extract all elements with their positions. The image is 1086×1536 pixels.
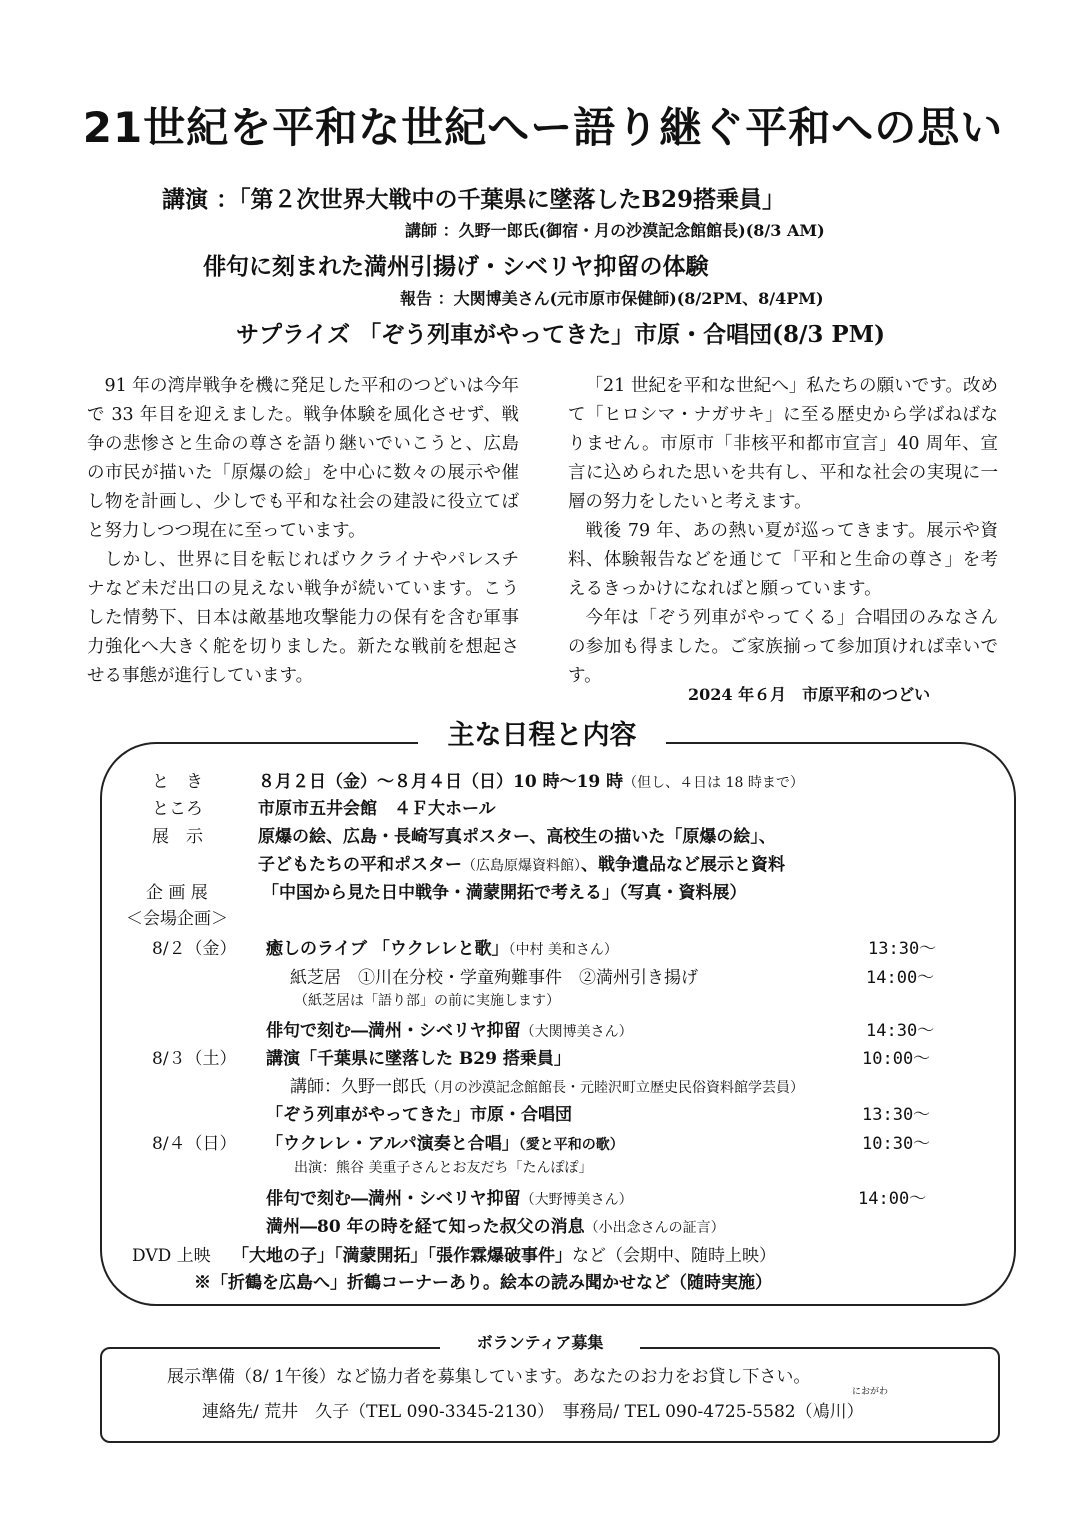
event-note: （愛と平和の歌） — [518, 1137, 624, 1153]
schedule-title: 主な日程と内容 — [418, 716, 666, 756]
volunteer-title: ボランティア募集 — [440, 1330, 640, 1356]
name-ruby: におがわ — [852, 1387, 889, 1397]
contact-line: 連絡先/ 荒井 久子（TEL 090-3345-2130） 事務局/ TEL 090-4725-5582（鳰川） — [202, 1402, 864, 1422]
event-note: （大野博美さん） — [520, 1192, 633, 1208]
event-note: （小出念さんの証言） — [584, 1220, 725, 1236]
report-heading: 俳句に刻まれた満州引揚げ・シベリヤ抑留の体験 — [203, 253, 709, 280]
event-time: 14:30～ — [866, 1021, 935, 1041]
special-label: 企 画 展 — [146, 883, 208, 903]
event — [266, 1184, 633, 1209]
lecturer-title: （月の沙漠記念館館長・元睦沢町立歴史民俗資料館学芸員） — [426, 1080, 804, 1096]
event — [266, 934, 618, 959]
event — [266, 1212, 725, 1237]
lecture-speaker: 講師 ：久野一郎氏(御宿・月の沙漠記念館館長)(8/3 AM) — [405, 221, 825, 240]
event-time: 13:30～ — [862, 1105, 931, 1125]
event-title: 講演「千葉県に墜落した B29 搭乗員」 — [266, 1049, 571, 1069]
event-title: 満州―80 年の時を経て知った叔父の消息 — [266, 1217, 585, 1237]
event-time: 10:00～ — [862, 1049, 931, 1069]
exhibit-items: 、戦争遺品など展示と資料 — [581, 855, 785, 875]
when-dates: ８月２日（金）～８月４日（日）10 時～19 時 — [258, 772, 624, 792]
volunteer-text: 展示準備（8/ 1午後）など協力者を募集しています。あなたのお力をお貸し下さい。 — [167, 1367, 811, 1387]
venue-label: ＜会場企画＞ — [126, 909, 228, 929]
event-title: 癒しのライブ 「ウクレレと歌」 — [266, 939, 509, 959]
event-time: 14:00～ — [866, 968, 935, 988]
when-value — [258, 767, 804, 792]
event-title: 紙芝居 ①川在分校・学童殉難事件 ②満州引き揚げ — [290, 968, 698, 988]
event-title: 俳句で刻む―満州・シベリヤ抑留 — [266, 1189, 521, 1209]
dvd-note: など（会期中、随時上映） — [572, 1246, 776, 1266]
surprise-heading: サプライズ 「ぞう列車がやってきた」市原・合唱団(8/3 PM) — [236, 321, 886, 348]
when-label: と き — [152, 772, 203, 792]
intro-paragraph: 今年は「ぞう列車がやってくる」合唱団のみなさんの参加も得ました。ご家族揃って参加頂ければ幸いです。 — [568, 608, 998, 686]
event — [266, 1016, 633, 1041]
dvd-value — [232, 1241, 776, 1266]
crane-note: ※「折鶴を広島へ」折鶴コーナーあり。絵本の読み聞かせなど（随時実施） — [194, 1273, 772, 1293]
day-label: 8/２（金） — [152, 939, 237, 959]
day-label: 8/３（土） — [152, 1049, 237, 1069]
dvd-label: DVD 上映 — [132, 1246, 211, 1266]
report-speaker: 報告 ：大関博美さん(元市原市保健師)(8/2PM、8/4PM) — [400, 289, 824, 308]
event-note — [290, 1072, 804, 1097]
event-time: 10:30～ — [862, 1134, 931, 1154]
dvd-titles: 「大地の子」「満蒙開拓」「張作霖爆破事件」 — [232, 1246, 572, 1266]
exhibit-label: 展 示 — [152, 827, 203, 847]
intro-right-column — [568, 372, 998, 691]
exhibit-line — [258, 850, 785, 875]
exhibit-source: （広島原爆資料館） — [462, 858, 581, 874]
event-title: 「ぞう列車がやってきた」市原・合唱団 — [266, 1105, 572, 1125]
page-title: 21世紀を平和な世紀へー語り継ぐ平和への思い — [82, 103, 1004, 152]
where-value: 市原市五井会館 ４Ｆ大ホール — [258, 799, 496, 819]
signature: 2024 年６月 市原平和のつどい — [688, 685, 931, 704]
lecture-heading: 講演 ：「第２次世界大戦中の千葉県に墜落したB29搭乗員」 — [162, 186, 785, 213]
event-time: 14:00～ — [858, 1189, 927, 1209]
lecturer-name: 講師：久野一郎氏 — [290, 1077, 426, 1097]
intro-paragraph: 91 年の湾岸戦争を機に発足した平和のつどいは今年で 33 年目を迎えました。戦争体験を風化させず、戦争の悲惨さと生命の尊さを語り継いでいこうと、広島の市民が描いた「原爆の絵」を中心に数々の展示や催し物を計画し、少しでも平和な社会の建設に役立てばと努力しつつ現在に至っています。 — [87, 376, 519, 541]
event-time: 13:30～ — [868, 939, 937, 959]
event — [266, 1129, 624, 1154]
event-title: 「ウクレレ・アルパ演奏と合唱」 — [266, 1134, 519, 1154]
intro-paragraph: しかし、世界に目を転じればウクライナやパレスチナなど未だ出口の見えない戦争が続いています。こうした情勢下、日本は敵基地攻撃能力の保有を含む軍事力強化へ大きく舵を切りました。新たな戦前を想起させる事態が進行しています。 — [87, 550, 519, 686]
intro-left-column — [87, 372, 519, 691]
event-note: （中村 美和さん） — [508, 942, 618, 958]
event-note: （大関博美さん） — [520, 1024, 633, 1040]
event-note: （紙芝居は「語り部」の前に実施します） — [294, 993, 560, 1009]
day-label: 8/４（日） — [152, 1134, 237, 1154]
exhibit-line: 原爆の絵、広島・長崎写真ポスター、高校生の描いた「原爆の絵」、 — [258, 827, 776, 847]
event-title: 俳句で刻む―満州・シベリヤ抑留 — [266, 1021, 521, 1041]
where-label: ところ — [152, 799, 203, 819]
special-value: 「中国から見た日中戦争・満蒙開拓で考える」（写真・資料展） — [262, 883, 747, 903]
when-note: （但し、４日は 18 時まで） — [623, 775, 804, 791]
exhibit-posters: 子どもたちの平和ポスター — [258, 855, 462, 875]
intro-paragraph: 「21 世紀を平和な世紀へ」私たちの願いです。改めて「ヒロシマ・ナガサキ」に至る歴史から学ばねばなりません。市原市「非核平和都市宣言」40 周年、宣言に込められた思いを共有し、平和な社会の実現に一層の努力をしたいと考えます。 — [568, 376, 998, 512]
intro-paragraph: 戦後 79 年、あの熱い夏が巡ってきます。展示や資料、体験報告などを通じて「平和と生命の尊さ」を考えるきっかけになればと願っています。 — [568, 521, 998, 599]
event-cast: 出演：熊谷 美重子さんとお友だち「たんぽぽ」 — [294, 1160, 593, 1176]
